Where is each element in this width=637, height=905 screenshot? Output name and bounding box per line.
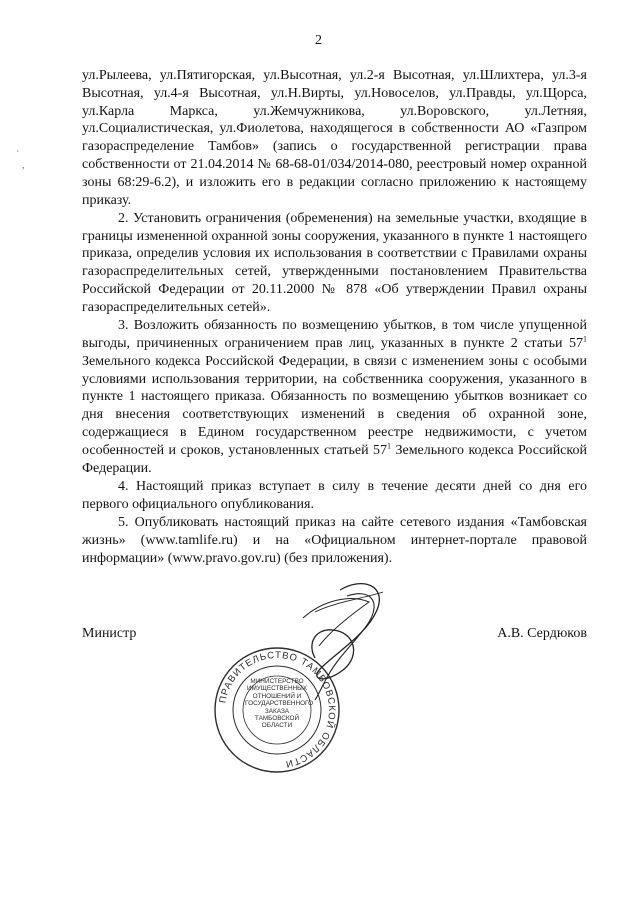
signer-role: Министр: [82, 626, 137, 641]
superscript-1: 1: [583, 334, 587, 344]
seal-line: МИНИСТЕРСТВО: [250, 678, 304, 685]
scan-speck-mark: `: [16, 150, 20, 161]
paragraph-item-3-part: Земельного кодекса Российской Федерации.: [82, 442, 587, 476]
scan-speck-mark: ,: [22, 160, 25, 171]
paragraph-item-2: 2. Установить ограничения (обременения) на земельные участки, входящие в границы измененной охранной зоны сооружения, указанного в пункте 1 настоящего приказа, определив условия их использования в соответствии с Правилами охраны газораспределительных сетей, утвержденными постановлением Правительства Российской Федерации от 20.11.2000 № 878 «Об утверждении Правил охраны газораспределительных сетей».: [82, 210, 587, 315]
paragraph-item-5: 5. Опубликовать настоящий приказ на сайте сетевого издания «Тамбовская жизнь» (www.tamlife.ru) и на «Официальном интернет-портале правовой информации» (www.pravo.gov.ru) (без приложения).: [82, 514, 587, 566]
seal-ring-text: ПРАВИТЕЛЬСТВО ТАМБОВСКОЙ ОБЛАСТИ: [217, 649, 338, 770]
seal-center-text: [245, 678, 314, 730]
paragraph-item-3-part: Земельного кодекса Российской Федерации, в связи с изменением зоны с особыми условиями использования территории, на собственника сооружения, указанного в пункте 1 настоящего приказа. Обязанность по возмещению убытков возникает со дня внесения соответствующих изменений в сведения об охранной зоне, содержащиеся в Едином государственном реестре недвижимости, с учетом особенностей и сроков, установленных статьей 57: [82, 353, 587, 458]
paragraph-item-3-part: 3. Возложить обязанность по возмещению убытков, в том числе упущенной выгоды, причиненных ограничением прав лиц, указанных в пункте 2 статьи 57: [82, 318, 587, 351]
seal-line: ТАМБОВСКОЙ: [254, 715, 300, 723]
document-body: [82, 67, 587, 567]
paragraph-item-3: [82, 317, 587, 477]
page-number: 2: [315, 33, 322, 48]
superscript-1: 1: [387, 441, 392, 451]
paragraph-item-4: 4. Настоящий приказ вступает в силу в течение десяти дней со дня его первого официального опубликования.: [82, 478, 587, 512]
seal-line: ОТНОШЕНИЙ И: [252, 692, 302, 700]
seal-line: ОБЛАСТИ: [261, 722, 293, 730]
seal-line: ИМУЩЕСТВЕННЫХ: [246, 685, 308, 693]
seal-line: ГОСУДАРСТВЕННОГО: [245, 700, 314, 708]
paragraph-continuation: ул.Рылеева, ул.Пятигорская, ул.Высотная, ул.2-я Высотная, ул.Шлихтера, ул.3-я Высотная, ул.4-я Высотная, ул.Н.Вирты, ул.Новоселов, ул.Правды, ул.Щорса, ул.Карла Маркса, ул.Жемчужникова, ул.Воровского, ул.Летняя, ул.Социалистическая, ул.Фиолетова, находящегося в собственности АО «Газпром газораспределение Тамбов» (запись о государственной регистрации права собственности от 21.04.2014 № 68-68-01/034/2014-080, реестровый номер охранной зоны 68:29-6.2), и изложить его в редакции согласно приложению к настоящему приказу.: [82, 68, 587, 208]
signer-name: А.В. Сердюков: [497, 626, 587, 641]
seal-line: ЗАКАЗА: [264, 707, 290, 715]
